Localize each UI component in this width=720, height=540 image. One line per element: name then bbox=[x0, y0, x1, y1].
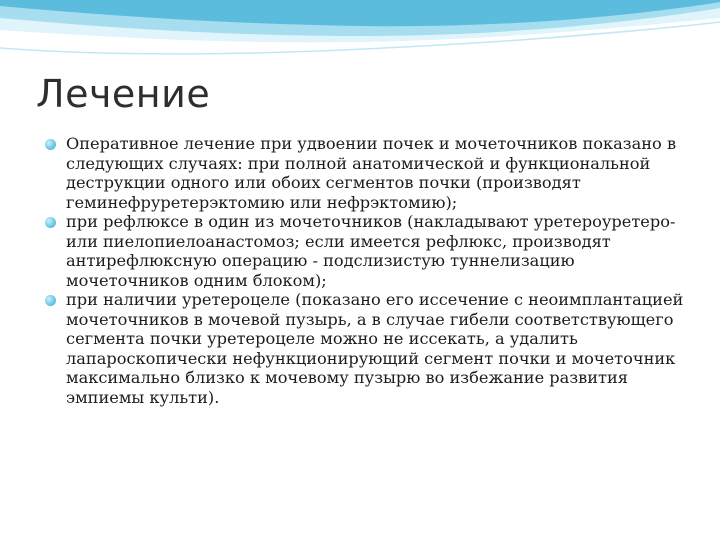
bullet-item bbox=[44, 134, 694, 212]
bullet-text: при наличии уретероцеле (показано его иссечение с неоимплантацией мочеточников в мочевой пузырь, а в случае гибели соответствующего сегмента почки уретероцеле можно не иссекать, а удалить лапароскопически нефункционирующий сегмент почки и мочеточник максимально близко к мочевому пузырю во избежание развития эмпиемы культи). bbox=[66, 290, 684, 407]
bullet-item bbox=[44, 290, 694, 407]
circle-bullet-icon bbox=[45, 295, 56, 306]
slide-title: Лечение bbox=[36, 72, 211, 116]
header-wave-decoration bbox=[0, 0, 720, 80]
circle-bullet-icon bbox=[45, 139, 56, 150]
bullet-list bbox=[44, 134, 694, 407]
bullet-item bbox=[44, 212, 694, 290]
bullet-text: Оперативное лечение при удвоении почек и мочеточников показано в следующих случаях: при полной анатомической и функциональной деструкции одного или обоих сегментов почки (производят геминефруретерэктомию или нефрэктомию); bbox=[66, 134, 677, 212]
bullet-text: при рефлюксе в один из мочеточников (накладывают уретероуретеро- или пиелопиелоанастомоз; если имеется рефлюкс, производят антирефлюксную операцию - подслизистую туннелизацию мочеточников одним блоком); bbox=[66, 212, 676, 290]
circle-bullet-icon bbox=[45, 217, 56, 228]
